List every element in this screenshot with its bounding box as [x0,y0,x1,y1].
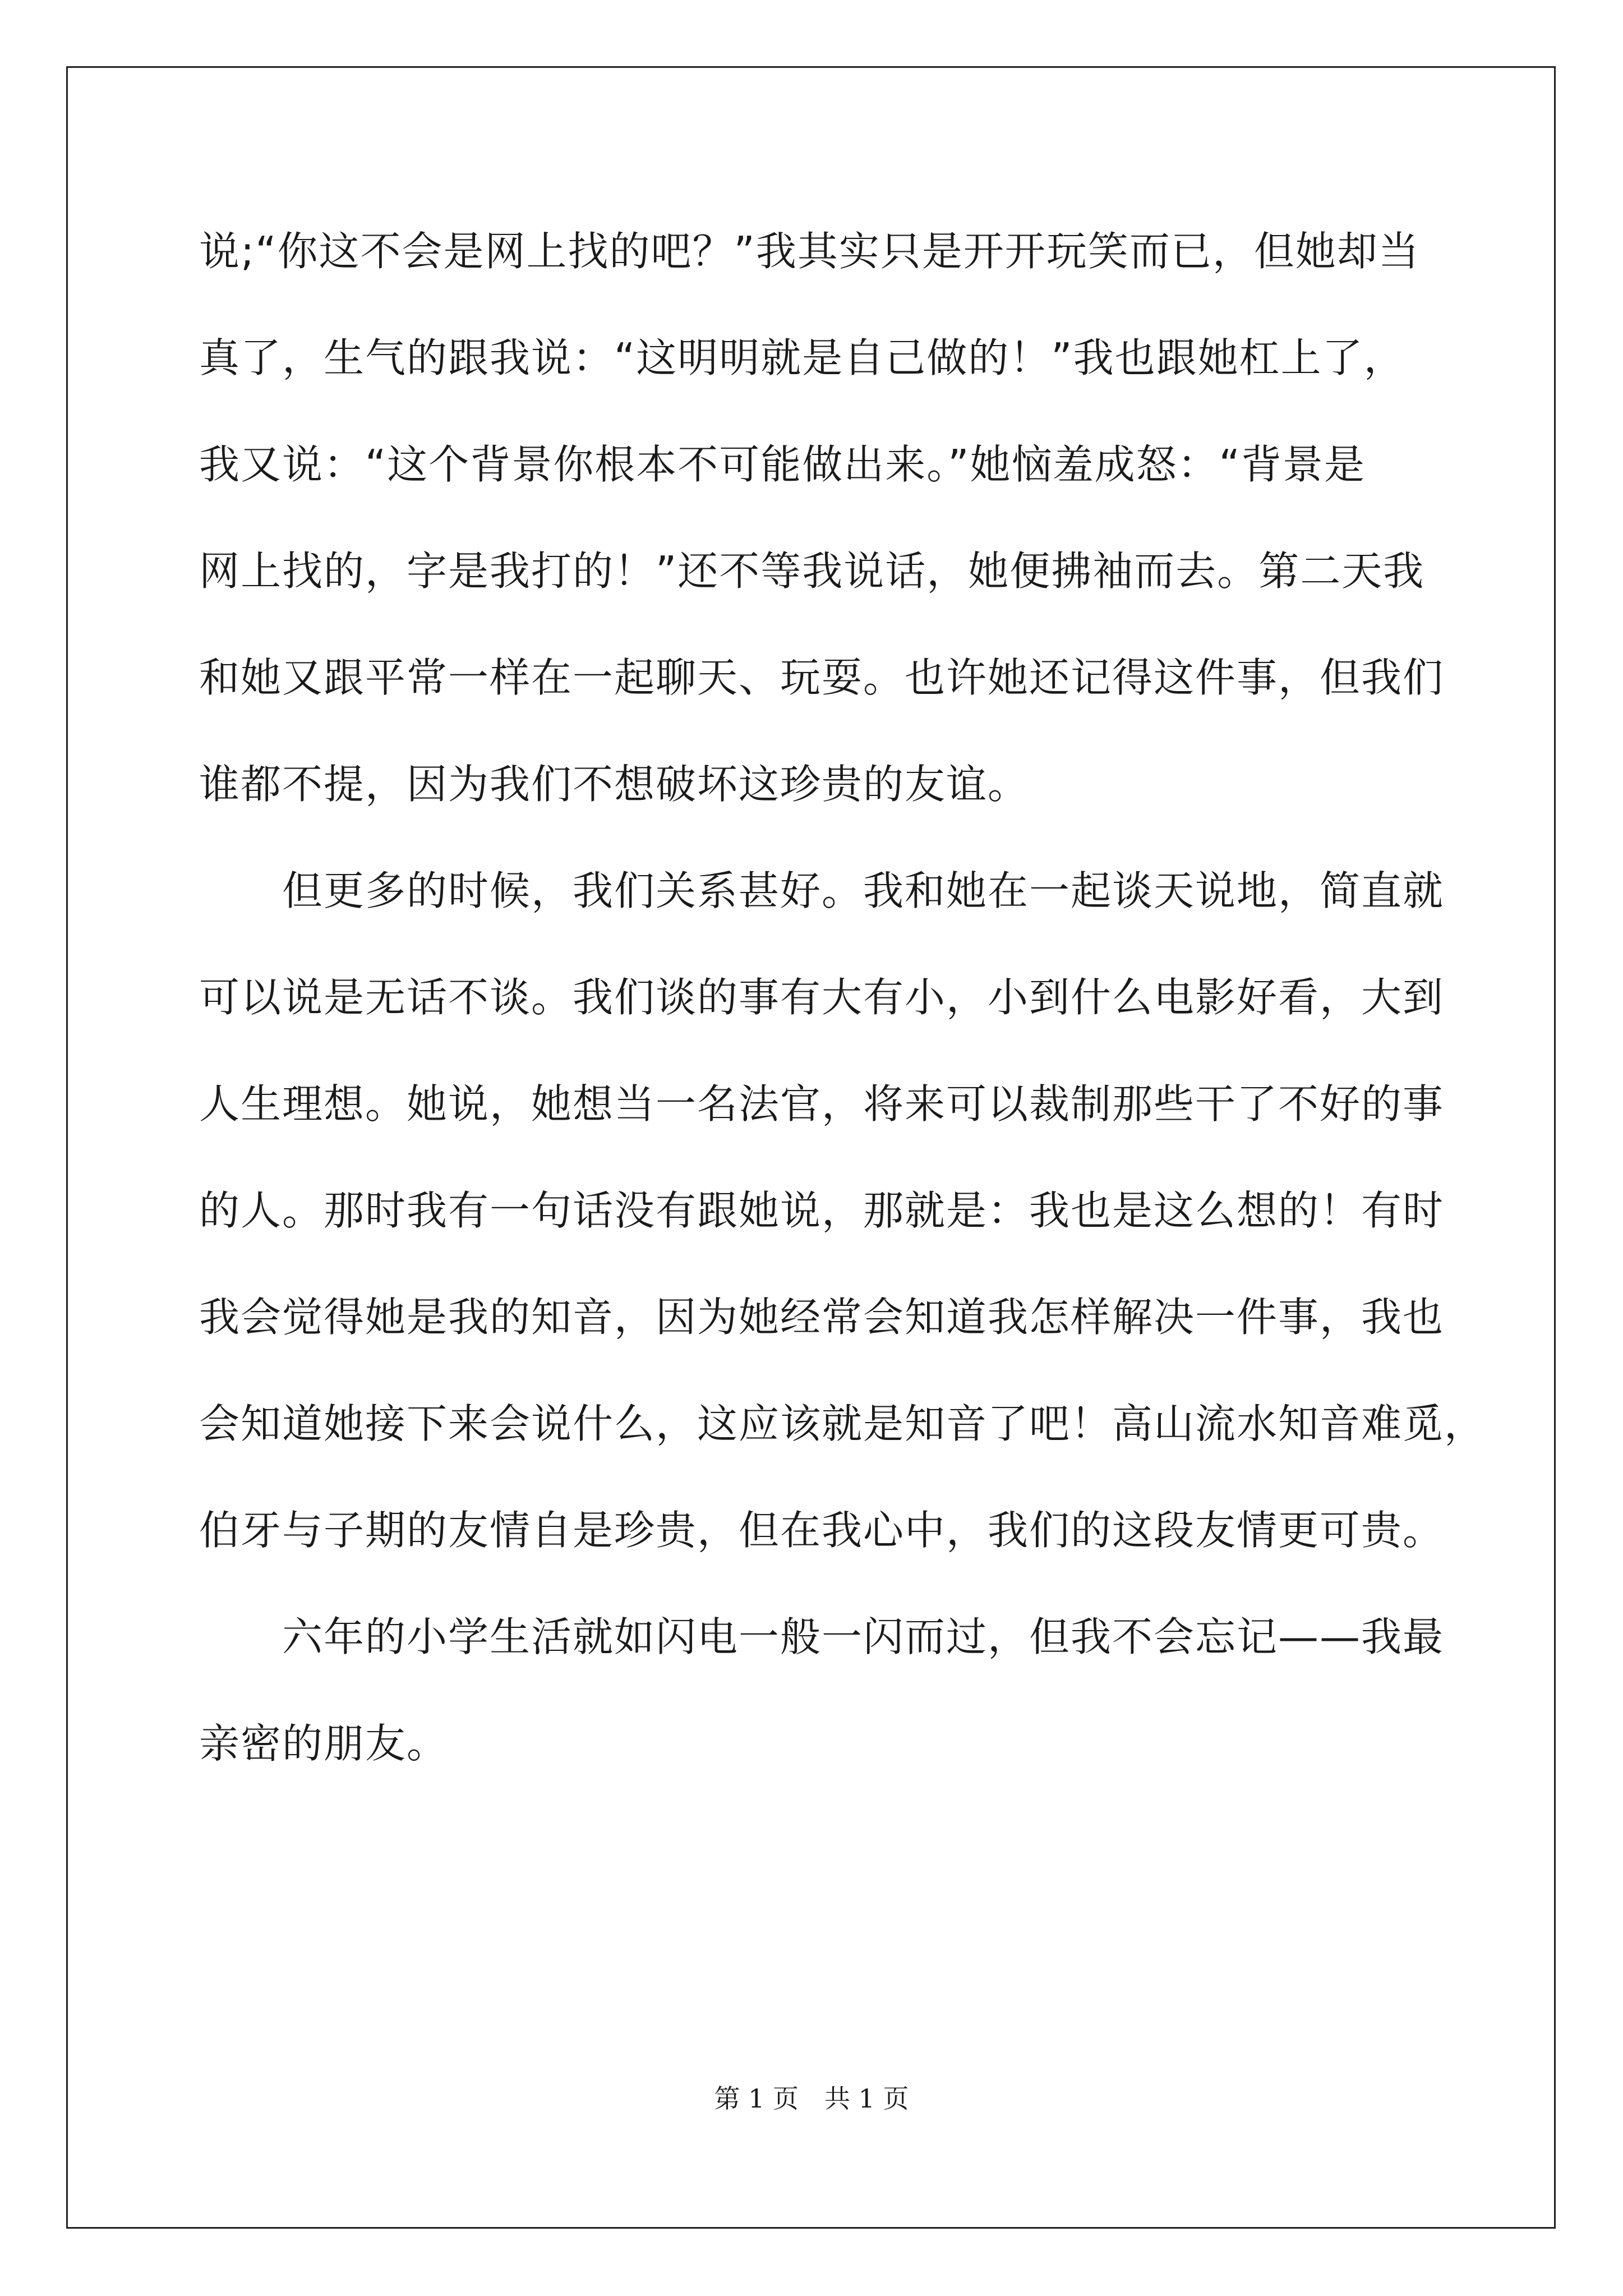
document-body [199,212,1486,1811]
page-footer: 第 1 页 共 1 页 [714,2083,909,2114]
text-line: 的人。那时我有一句话没有跟她说，那就是：我也是这么想的！有时 [199,1187,1445,1234]
text-line: 人生理想。她说，她想当一名法官，将来可以裁制那些干了不好的事 [199,1080,1445,1128]
text-line: 谁都不提，因为我们不想破坏这珍贵的友谊。 [199,761,1030,808]
text-line: 六年的小学生活就如闪电一般一闪而过，但我不会忘记——我最 [199,1613,1445,1660]
text-line: 真了，生气的跟我说：“这明明就是自己做的！”我也跟她杠上了， [199,334,1405,381]
text-line: 但更多的时候，我们关系甚好。我和她在一起谈天说地，简直就 [199,867,1445,914]
text-line: 会知道她接下来会说什么，这应该就是知音了吧！高山流水知音难觅， [199,1400,1486,1447]
text-line: 亲密的朋友。 [199,1720,449,1767]
text-line: 我又说：“这个背景你根本不可能做出来。”她恼羞成怒：“背景是 [199,441,1366,488]
text-line: 网上找的，字是我打的！”还不等我说话，她便拂袖而去。第二天我 [199,547,1425,595]
text-line: 和她又跟平常一样在一起聊天、玩耍。也许她还记得这件事，但我们 [199,654,1445,701]
text-line: 伯牙与子期的友情自是珍贵，但在我心中，我们的这段友情更可贵。 [199,1507,1445,1554]
text-line: 可以说是无话不谈。我们谈的事有大有小，小到什么电影好看，大到 [199,974,1445,1021]
text-line: 说;“你这不会是网上找的吧？”我其实只是开开玩笑而已，但她却当 [199,228,1420,275]
text-line: 我会觉得她是我的知音，因为她经常会知道我怎样解决一件事，我也 [199,1294,1445,1341]
